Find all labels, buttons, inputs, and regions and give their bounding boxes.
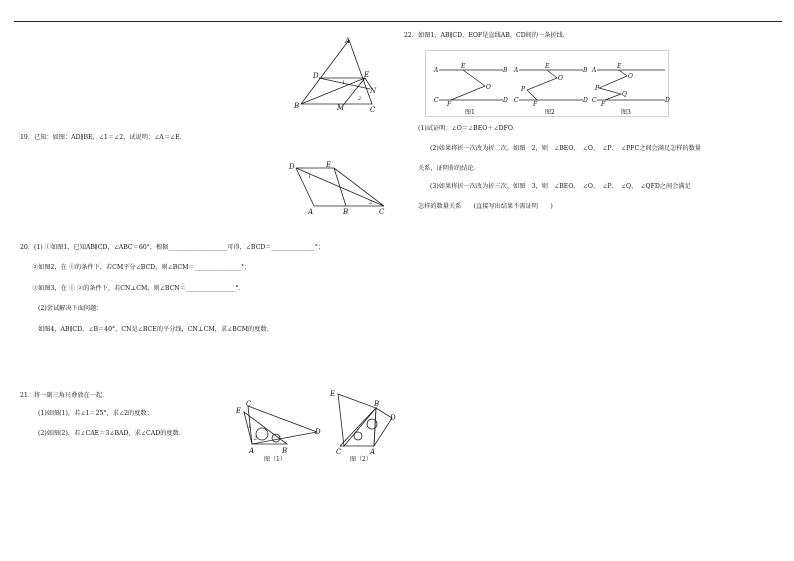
q21-line2: (1)如图(1)，若∠1＝25°，求∠2的度数； bbox=[38, 410, 153, 417]
svg-text:E: E bbox=[617, 63, 622, 70]
q22-line4: 关系，证明你的结论． bbox=[418, 165, 480, 172]
svg-text:F: F bbox=[601, 101, 606, 108]
svg-text:O: O bbox=[628, 73, 633, 80]
svg-text:B: B bbox=[583, 67, 588, 74]
svg-text:C: C bbox=[514, 97, 519, 104]
q21-caption-2: 图（2） bbox=[350, 456, 372, 463]
svg-text:D: D bbox=[503, 97, 508, 104]
q19-text: 19．已知：如图：AD∥BE，∠1＝∠2，试说明：∠A＝∠E． bbox=[20, 134, 186, 141]
q22-line2: (1)试证明：∠O＝∠BEO＋∠DFO． bbox=[418, 125, 520, 132]
svg-text:D: D bbox=[315, 428, 321, 436]
q22-line3: (2)如果将折一次改为折二次，如图 2，则 ∠BEO、 ∠O、 ∠P、 ∠PFC之间会满足怎样的数量 bbox=[430, 145, 702, 152]
svg-text:O: O bbox=[486, 84, 491, 91]
svg-text:F: F bbox=[533, 101, 538, 108]
svg-text:B: B bbox=[343, 208, 349, 216]
svg-text:D: D bbox=[289, 163, 295, 171]
svg-text:E: E bbox=[461, 63, 466, 70]
svg-text:2: 2 bbox=[254, 436, 258, 442]
q20-line4: (2)尝试解决下面问题： bbox=[38, 305, 103, 312]
svg-text:A: A bbox=[434, 67, 439, 74]
svg-text:B: B bbox=[294, 102, 300, 110]
svg-text:A: A bbox=[370, 448, 376, 456]
svg-text:2: 2 bbox=[369, 200, 373, 206]
q20-line3: ③如图3，在 ① ②的条件下，若CN⊥CM，则∠BCN＝________________°． bbox=[32, 285, 245, 292]
svg-text:A: A bbox=[249, 447, 255, 455]
svg-text:O: O bbox=[558, 75, 563, 82]
q22-caption-2: 图2 bbox=[545, 109, 555, 116]
figure-q18-triangle bbox=[292, 34, 382, 114]
figure-q21-2 bbox=[326, 388, 406, 464]
svg-text:M: M bbox=[337, 104, 345, 112]
figure-q21-1 bbox=[232, 400, 324, 464]
svg-text:A: A bbox=[592, 67, 597, 74]
svg-text:1: 1 bbox=[342, 80, 346, 86]
svg-text:Q: Q bbox=[622, 91, 627, 98]
svg-text:B: B bbox=[374, 400, 380, 408]
svg-text:F: F bbox=[447, 101, 452, 108]
svg-text:E: E bbox=[326, 161, 332, 169]
q20-line2: ②如图2，在 ①的条件下，若CM平分∠BCD，则∠BCM＝_______________°； bbox=[32, 264, 251, 271]
q20-line1: 20．(1) ①如图1，已知AB∥CD，∠ABC＝60°，根据___________________可得，∠BCD＝______________°； bbox=[20, 244, 325, 251]
header-rule bbox=[14, 21, 782, 22]
figure-q19 bbox=[286, 158, 392, 216]
q22-caption-3: 图3 bbox=[621, 109, 631, 116]
svg-text:C: C bbox=[434, 97, 439, 104]
svg-text:A: A bbox=[308, 208, 314, 216]
svg-text:D: D bbox=[390, 414, 396, 422]
q21-line1: 21．将一副三角尺叠放在一起． bbox=[20, 392, 109, 399]
q20-line5: 如图4，AB∥CD，∠B＝40°，CN是∠BCE的平分线，CN⊥CM，求∠BCM的度数． bbox=[38, 326, 273, 333]
svg-text:C: C bbox=[246, 400, 252, 408]
svg-text:A: A bbox=[514, 67, 519, 74]
figure-q22 bbox=[425, 50, 670, 118]
svg-text:P: P bbox=[595, 85, 600, 92]
svg-text:2: 2 bbox=[358, 96, 362, 102]
svg-text:A: A bbox=[345, 37, 351, 45]
svg-text:D: D bbox=[313, 72, 319, 80]
q21-caption-1: 图（1） bbox=[264, 456, 286, 463]
svg-text:E: E bbox=[236, 407, 242, 415]
svg-text:B: B bbox=[282, 447, 288, 455]
svg-text:D: D bbox=[583, 97, 588, 104]
svg-text:1: 1 bbox=[248, 424, 252, 430]
q22-caption-1: 图1 bbox=[465, 109, 475, 116]
svg-text:C: C bbox=[379, 208, 385, 216]
svg-text:C: C bbox=[592, 97, 597, 104]
svg-text:C: C bbox=[336, 448, 342, 456]
svg-text:E: E bbox=[330, 390, 336, 398]
svg-text:N: N bbox=[370, 87, 377, 95]
svg-text:C: C bbox=[370, 106, 376, 114]
svg-text:D: D bbox=[665, 97, 670, 104]
svg-text:B: B bbox=[503, 67, 508, 74]
svg-text:1: 1 bbox=[308, 174, 312, 180]
q22-line6: 怎样的数量关系 (直接写出结果不需证明 ) bbox=[418, 203, 553, 210]
q22-line1: 22．如图1，AB∥CD，EOF是直线AB、CD间的一条折线． bbox=[404, 32, 569, 39]
q22-line5: (3)如果将折一次改为折三次，如图 3，则 ∠BEO、 ∠O、 ∠P、 ∠Q、 ∠QFD之间会满足 bbox=[430, 183, 691, 190]
svg-text:E: E bbox=[364, 71, 370, 79]
svg-text:E: E bbox=[545, 63, 550, 70]
q21-line3: (2)如图(2)，若∠CAE＝3∠BAD，求∠CAD的度数． bbox=[38, 430, 185, 437]
svg-text:P: P bbox=[521, 86, 526, 93]
